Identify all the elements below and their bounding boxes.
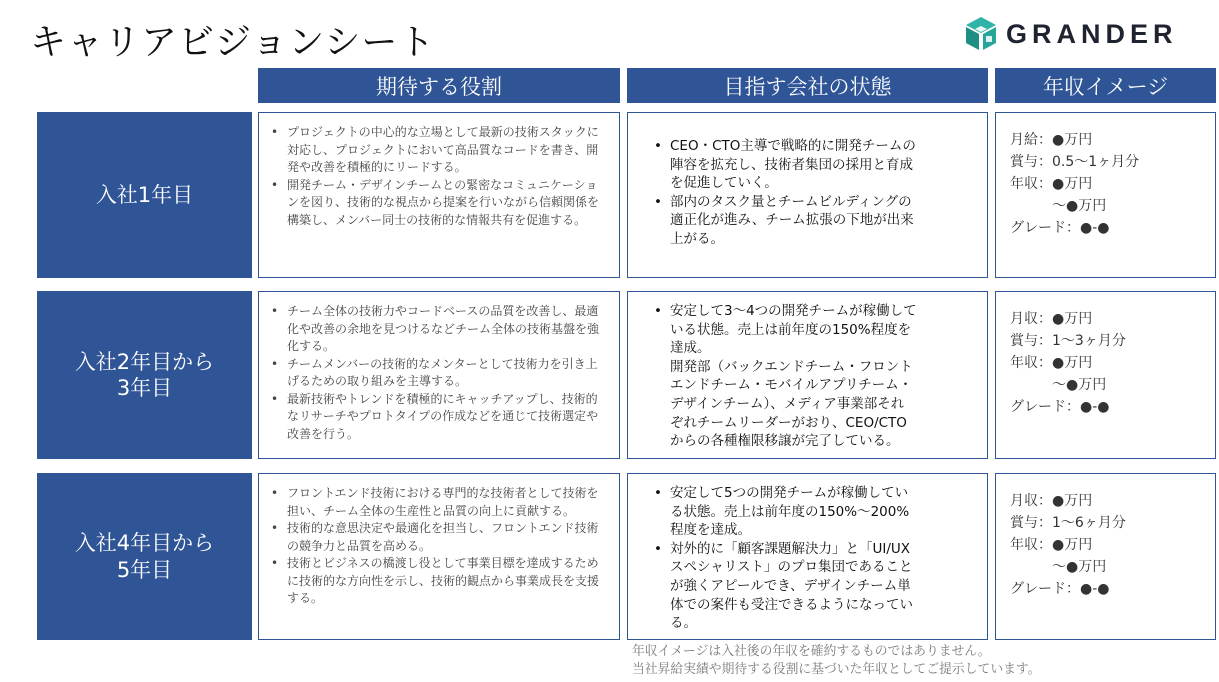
row-label-year4-5: 入社4年目から 5年目	[37, 473, 252, 640]
role-item: • チーム全体の技術力やコードベースの品質を改善し、最適化や改善の余地を見つけるなどチーム全体の技術基盤を強化する。	[269, 303, 609, 356]
brand-name: GRANDER	[1006, 18, 1178, 49]
grander-cube-logo-icon	[964, 16, 998, 52]
column-header-role: 期待する役割	[258, 68, 620, 103]
role-cell-year1	[258, 112, 620, 278]
role-item: • 最新技術やトレンドを積極的にキャッチアップし、技術的なリサーチやプロトタイプの作成などを通じて技術選定や改善を行う。	[269, 391, 609, 444]
salary-annual: 年収：●万円	[1010, 176, 1093, 192]
salary-grade: グレード：●-●	[1010, 220, 1110, 236]
role-cell-year4-5	[258, 473, 620, 640]
salary-annual: 年収：●万円	[1010, 537, 1093, 553]
state-item: • CEO・CTO主導で戦略的に開発チームの 陣容を拡充し、技術者集団の採用と育成 を促進していく。	[652, 137, 973, 193]
state-item: • 対外的に「顧客課題解決力」と「UI/UX スペシャリスト」のプロ集団であること が強くアピールでき、デザインチーム単 体での案件も受注できるようになってい る。	[652, 540, 973, 633]
salary-annual-max: ～●万円	[1010, 198, 1107, 214]
salary-monthly: 月収：●万円	[1010, 493, 1093, 509]
page-title: キャリアビジョンシート	[30, 22, 436, 63]
row-label-year2-3: 入社2年目から 3年目	[37, 291, 252, 459]
state-item: • 安定して3～4つの開発チームが稼働して いる状態。売上は前年度の150%程度を 達成。 開発部（バックエンドチーム・フロント エンドチーム・モバイルアプリチーム・ デザインチーム）、メディア事業部それ ぞれチームリーダーがおり、CEO/CTO からの各種権限移譲が完了している。	[652, 302, 973, 451]
role-item: • 技術的な意思決定や最適化を担当し、フロントエンド技術の競争力と品質を高める。	[269, 520, 609, 555]
salary-bonus: 賞与：0.5～1ヶ月分	[1010, 154, 1140, 170]
state-cell-year1	[627, 112, 988, 278]
state-cell-year2-3	[627, 291, 988, 459]
salary-bonus: 賞与：1～6ヶ月分	[1010, 515, 1126, 531]
salary-grade: グレード：●-●	[1010, 399, 1110, 415]
salary-annual-max: ～●万円	[1010, 559, 1107, 575]
role-item: • 技術とビジネスの橋渡し役として事業目標を達成するために技術的な方向性を示し、技術的観点から事業成長を支援する。	[269, 555, 609, 608]
disclaimer-line: 年収イメージは入社後の年収を確約するものではありません。	[632, 644, 991, 659]
column-header-state: 目指す会社の状態	[627, 68, 988, 103]
state-item: • 安定して5つの開発チームが稼働してい る状態。売上は前年度の150%～200% 程度を達成。	[652, 484, 973, 540]
salary-bonus: 賞与：1～3ヶ月分	[1010, 333, 1126, 349]
brand-logo	[964, 16, 1178, 52]
salary-cell-year1	[995, 112, 1216, 278]
role-cell-year2-3	[258, 291, 620, 459]
disclaimer-line: 当社昇給実績や期待する役割に基づいた年収としてご提示しています。	[632, 662, 1041, 677]
salary-disclaimer	[632, 643, 1040, 679]
salary-annual: 年収：●万円	[1010, 355, 1093, 371]
salary-monthly: 月収：●万円	[1010, 311, 1093, 327]
role-item: • チームメンバーの技術的なメンターとして技術力を引き上げるための取り組みを主導する。	[269, 356, 609, 391]
state-cell-year4-5	[627, 473, 988, 640]
salary-cell-year2-3	[995, 291, 1216, 459]
role-item: • プロジェクトの中心的な立場として最新の技術スタックに対応し、プロジェクトにおいて高品質なコードを書き、開発や改善を積極的にリードする。	[269, 124, 609, 177]
row-label-year1: 入社1年目	[37, 112, 252, 278]
salary-monthly: 月給：●万円	[1010, 132, 1093, 148]
salary-grade: グレード：●-●	[1010, 581, 1110, 597]
role-item: • 開発チーム・デザインチームとの緊密なコミュニケーションを図り、技術的な視点から提案を行いながら信頼関係を構築し、メンバー同士の技術的な情報共有を促進する。	[269, 177, 609, 230]
salary-cell-year4-5	[995, 473, 1216, 640]
salary-annual-max: ～●万円	[1010, 377, 1107, 393]
column-header-salary: 年収イメージ	[995, 68, 1216, 103]
role-item: • フロントエンド技術における専門的な技術者として技術を担い、チーム全体の生産性と品質の向上に貢献する。	[269, 485, 609, 520]
state-item: • 部内のタスク量とチームビルディングの 適正化が進み、チーム拡張の下地が出来 上がる。	[652, 193, 973, 249]
